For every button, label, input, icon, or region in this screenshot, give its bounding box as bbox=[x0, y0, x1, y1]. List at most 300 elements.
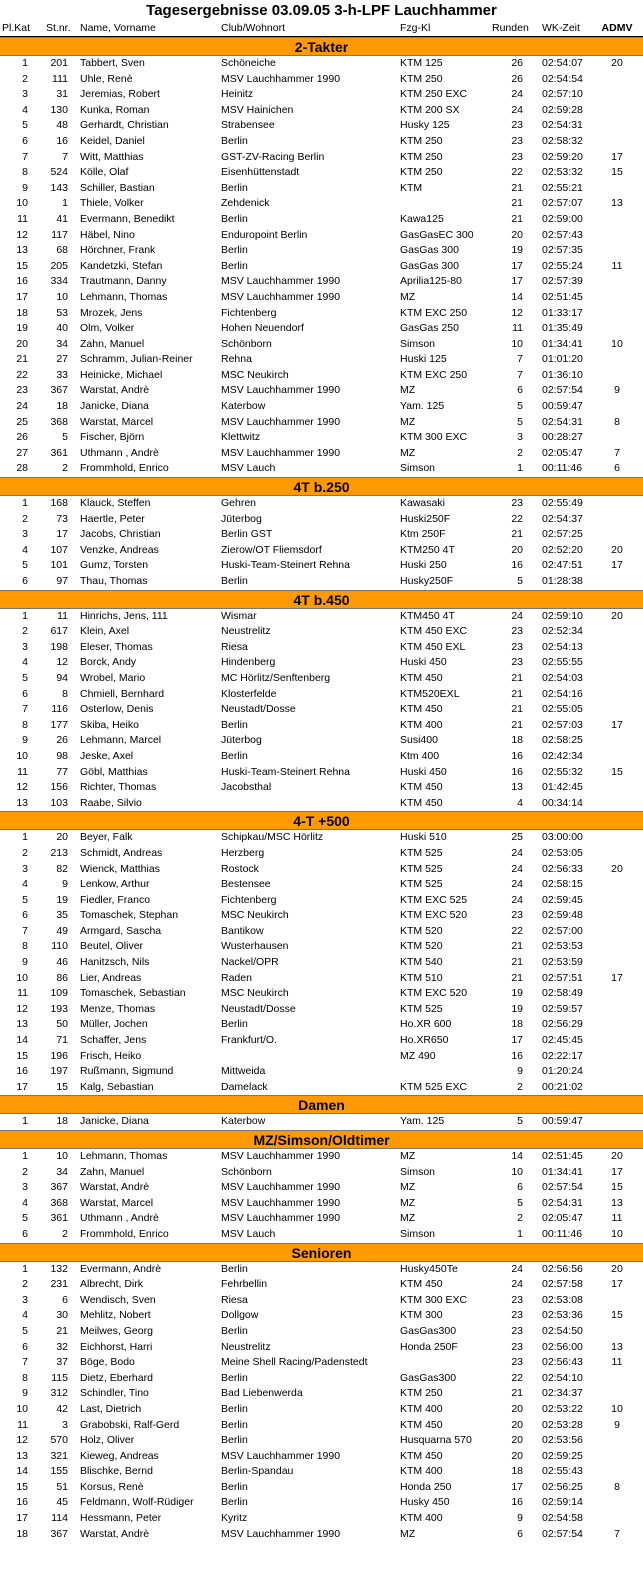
time-cell: 00:11:46 bbox=[542, 462, 583, 475]
start-number-cell: 10 bbox=[56, 290, 68, 303]
club-cell: Berlin bbox=[221, 244, 248, 257]
place-cell: 9 bbox=[22, 956, 28, 969]
name-cell: Schiller, Bastian bbox=[80, 181, 155, 194]
club-cell: Huski-Team-Steinert Rehna bbox=[221, 559, 350, 572]
vehicle-class-cell: Husky 450 bbox=[400, 1496, 450, 1509]
name-cell: Beutel, Oliver bbox=[80, 940, 144, 953]
name-cell: Trautmann, Danny bbox=[80, 275, 167, 288]
place-cell: 11 bbox=[17, 212, 28, 225]
place-cell: 8 bbox=[22, 166, 28, 179]
start-number-cell: 94 bbox=[56, 671, 68, 684]
start-number-cell: 109 bbox=[50, 987, 68, 1000]
vehicle-class-cell: Huski250F bbox=[400, 512, 451, 525]
place-cell: 1 bbox=[22, 1115, 28, 1128]
time-cell: 00:28:27 bbox=[542, 431, 583, 444]
laps-cell: 18 bbox=[511, 1018, 523, 1031]
time-cell: 02:53:05 bbox=[542, 846, 583, 859]
place-cell: 12 bbox=[16, 1434, 28, 1447]
admv-points-cell: 15 bbox=[611, 1181, 623, 1194]
club-cell: Schönborn bbox=[221, 337, 272, 350]
place-cell: 9 bbox=[22, 734, 28, 747]
time-cell: 02:55:49 bbox=[542, 497, 583, 510]
start-number-cell: 361 bbox=[50, 1212, 68, 1225]
table-row bbox=[0, 1114, 643, 1130]
club-cell: MSC Neukirch bbox=[221, 909, 289, 922]
name-cell: Richter, Thomas bbox=[80, 781, 157, 794]
club-cell: Berlin-Spandau bbox=[221, 1465, 294, 1478]
name-cell: Witt, Matthias bbox=[80, 150, 144, 163]
vehicle-class-cell: KTM 450 bbox=[400, 703, 443, 716]
name-cell: Skiba, Heiko bbox=[80, 718, 139, 731]
club-cell: MC Hörlitz/Senftenberg bbox=[221, 671, 331, 684]
name-cell: Eichhorst, Harri bbox=[80, 1340, 153, 1353]
name-cell: Wrobel, Mario bbox=[80, 671, 146, 684]
time-cell: 02:57:03 bbox=[542, 718, 583, 731]
start-number-cell: 368 bbox=[50, 415, 68, 428]
time-cell: 02:57:00 bbox=[542, 924, 583, 937]
club-cell: Zierow/OT Fliemsdorf bbox=[221, 543, 322, 556]
club-cell: MSV Lauch bbox=[221, 1227, 276, 1240]
table-row bbox=[0, 496, 643, 512]
table-row bbox=[0, 1017, 643, 1033]
club-cell: Hindenberg bbox=[221, 656, 276, 669]
table-row bbox=[0, 1277, 643, 1293]
start-number-cell: 17 bbox=[56, 528, 68, 541]
vehicle-class-cell: MZ bbox=[400, 1196, 416, 1209]
laps-cell: 23 bbox=[511, 1356, 523, 1369]
place-cell: 4 bbox=[22, 656, 28, 669]
start-number-cell: 97 bbox=[56, 575, 68, 587]
time-cell: 02:05:47 bbox=[542, 1212, 583, 1225]
place-cell: 12 bbox=[16, 1002, 28, 1015]
table-row bbox=[0, 1495, 643, 1511]
name-cell: Dietz, Eberhard bbox=[80, 1371, 153, 1384]
name-cell: Wienck, Matthias bbox=[80, 862, 160, 875]
table-row bbox=[0, 765, 643, 781]
table-row bbox=[0, 103, 643, 119]
place-cell: 13 bbox=[16, 1018, 28, 1031]
admv-points-cell: 17 bbox=[611, 150, 623, 163]
place-cell: 11 bbox=[17, 987, 28, 1000]
vehicle-class-cell: KTM 250 bbox=[400, 150, 443, 163]
table-row bbox=[0, 150, 643, 166]
table-row bbox=[0, 430, 643, 446]
start-number-cell: 37 bbox=[56, 1356, 68, 1369]
vehicle-class-cell: KTM 525 bbox=[400, 862, 443, 875]
start-number-cell: 18 bbox=[56, 1115, 68, 1128]
club-cell: Neustadt/Dosse bbox=[221, 703, 296, 716]
admv-points-cell: 15 bbox=[611, 166, 623, 179]
club-cell: Wusterhausen bbox=[221, 940, 289, 953]
laps-cell: 9 bbox=[517, 1512, 523, 1525]
time-cell: 02:52:20 bbox=[542, 543, 583, 556]
start-number-cell: 18 bbox=[56, 400, 68, 413]
time-cell: 02:53:22 bbox=[542, 1402, 583, 1415]
time-cell: 02:54:10 bbox=[542, 1371, 583, 1384]
admv-points-cell: 9 bbox=[614, 384, 620, 397]
start-number-cell: 130 bbox=[50, 103, 68, 116]
place-cell: 26 bbox=[16, 431, 28, 444]
place-cell: 4 bbox=[22, 1309, 28, 1322]
start-number-cell: 21 bbox=[56, 1324, 68, 1337]
table-row bbox=[0, 1511, 643, 1527]
vehicle-class-cell: KTM 400 bbox=[400, 1465, 443, 1478]
name-cell: Rußmann, Sigmund bbox=[80, 1065, 174, 1078]
table-row bbox=[0, 321, 643, 337]
admv-points-cell: 20 bbox=[611, 543, 623, 556]
start-number-cell: 570 bbox=[50, 1434, 68, 1447]
table-row bbox=[0, 609, 643, 625]
name-cell: Mehlitz, Nobert bbox=[80, 1309, 151, 1322]
club-cell: Klettwitz bbox=[221, 431, 261, 444]
vehicle-class-cell: KTM 450 bbox=[400, 671, 443, 684]
laps-cell: 23 bbox=[511, 1293, 523, 1306]
vehicle-class-cell: KTM 520 bbox=[400, 924, 443, 937]
place-cell: 25 bbox=[16, 415, 28, 428]
club-cell: Neustrelitz bbox=[221, 625, 271, 638]
table-row bbox=[0, 1464, 643, 1480]
vehicle-class-cell: KTM 450 bbox=[400, 781, 443, 794]
time-cell: 02:54:50 bbox=[542, 1324, 583, 1337]
place-cell: 18 bbox=[16, 306, 28, 319]
vehicle-class-cell: Kawasaki bbox=[400, 497, 445, 510]
laps-cell: 18 bbox=[511, 1465, 523, 1478]
vehicle-class-cell: KTM 250 bbox=[400, 1387, 443, 1400]
table-row bbox=[0, 212, 643, 228]
laps-cell: 7 bbox=[517, 368, 523, 381]
name-cell: Schmidt, Andreas bbox=[80, 846, 163, 859]
vehicle-class-cell: KTM EXC 250 bbox=[400, 368, 468, 381]
laps-cell: 17 bbox=[511, 1034, 523, 1047]
table-row bbox=[0, 352, 643, 368]
table-row bbox=[0, 893, 643, 909]
start-number-cell: 117 bbox=[51, 228, 68, 241]
laps-cell: 5 bbox=[517, 1196, 523, 1209]
laps-cell: 16 bbox=[511, 1049, 523, 1062]
start-number-cell: 361 bbox=[50, 446, 68, 459]
laps-cell: 10 bbox=[511, 337, 523, 350]
section-header: 2-Takter bbox=[0, 37, 643, 56]
table-row bbox=[0, 1371, 643, 1387]
vehicle-class-cell: MZ bbox=[400, 1150, 416, 1162]
laps-cell: 21 bbox=[511, 718, 523, 731]
name-cell: Kalg, Sebastian bbox=[80, 1080, 154, 1093]
club-cell: Meine Shell Racing/Padenstedt bbox=[221, 1356, 368, 1369]
place-cell: 13 bbox=[16, 796, 28, 809]
laps-cell: 3 bbox=[517, 431, 523, 444]
club-cell: MSV Lauchhammer 1990 bbox=[221, 384, 341, 397]
club-cell: Berlin bbox=[221, 1371, 248, 1384]
club-cell: Frankfurt/O. bbox=[221, 1034, 278, 1047]
place-cell: 1 bbox=[22, 497, 28, 510]
name-cell: Heinicke, Michael bbox=[80, 368, 163, 381]
vehicle-class-cell: MZ bbox=[400, 1181, 416, 1194]
table-row bbox=[0, 733, 643, 749]
time-cell: 02:58:15 bbox=[542, 878, 583, 891]
club-cell: Jüterbog bbox=[221, 734, 262, 747]
name-cell: Schaffer, Jens bbox=[80, 1034, 147, 1047]
laps-cell: 6 bbox=[517, 1181, 523, 1194]
laps-cell: 17 bbox=[511, 1480, 523, 1493]
laps-cell: 21 bbox=[511, 671, 523, 684]
vehicle-class-cell: Husky 125 bbox=[400, 119, 450, 132]
vehicle-class-cell: KTM450 4T bbox=[400, 609, 455, 622]
club-cell: Zehdenick bbox=[221, 197, 270, 210]
table-row bbox=[0, 56, 643, 72]
table-row bbox=[0, 1402, 643, 1418]
place-cell: 2 bbox=[22, 625, 28, 638]
club-cell: MSV Lauchhammer 1990 bbox=[221, 1196, 341, 1209]
place-cell: 3 bbox=[22, 88, 28, 101]
table-row bbox=[0, 1049, 643, 1065]
place-cell: 17 bbox=[16, 1512, 28, 1525]
place-cell: 5 bbox=[22, 1324, 28, 1337]
start-number-cell: 40 bbox=[56, 322, 68, 335]
start-number-cell: 71 bbox=[56, 1034, 68, 1047]
name-cell: Jeske, Axel bbox=[80, 749, 134, 762]
laps-cell: 20 bbox=[511, 228, 523, 241]
table-row bbox=[0, 1418, 643, 1434]
start-number-cell: 201 bbox=[50, 57, 68, 69]
time-cell: 02:54:37 bbox=[542, 512, 583, 525]
laps-cell: 22 bbox=[511, 512, 523, 525]
time-cell: 02:53:28 bbox=[542, 1418, 583, 1431]
time-cell: 02:56:29 bbox=[542, 1018, 583, 1031]
vehicle-class-cell: KTM 300 EXC bbox=[400, 1293, 468, 1306]
place-cell: 21 bbox=[16, 353, 28, 366]
results-table bbox=[0, 37, 643, 1542]
start-number-cell: 6 bbox=[62, 1293, 68, 1306]
page-title: Tagesergebnisse 03.09.05 3-h-LPF Lauchhammer bbox=[146, 2, 497, 19]
start-number-cell: 5 bbox=[62, 431, 68, 444]
place-cell: 12 bbox=[16, 781, 28, 794]
laps-cell: 23 bbox=[511, 134, 523, 147]
laps-cell: 21 bbox=[511, 197, 523, 210]
laps-cell: 6 bbox=[517, 384, 523, 397]
start-number-cell: 77 bbox=[56, 765, 68, 778]
time-cell: 00:11:46 bbox=[542, 1227, 583, 1240]
admv-points-cell: 20 bbox=[611, 609, 623, 622]
name-cell: Beyer, Falk bbox=[80, 831, 133, 844]
place-cell: 15 bbox=[16, 1480, 28, 1493]
place-cell: 3 bbox=[22, 640, 28, 653]
start-number-cell: 3 bbox=[62, 1418, 68, 1431]
name-cell: Albrecht, Dirk bbox=[80, 1278, 144, 1291]
club-cell: MSV Lauchhammer 1990 bbox=[221, 1449, 341, 1462]
vehicle-class-cell: KTM 525 bbox=[400, 846, 443, 859]
start-number-cell: 114 bbox=[51, 1512, 68, 1525]
name-cell: Keidel, Daniel bbox=[80, 134, 145, 147]
club-cell: MSV Lauchhammer 1990 bbox=[221, 275, 341, 288]
table-row bbox=[0, 1033, 643, 1049]
name-cell: Warstat, Marcel bbox=[80, 1196, 154, 1209]
place-cell: 6 bbox=[22, 687, 28, 700]
time-cell: 02:53:59 bbox=[542, 956, 583, 969]
start-number-cell: 33 bbox=[56, 368, 68, 381]
start-number-cell: 110 bbox=[51, 940, 68, 953]
vehicle-class-cell: Huski 450 bbox=[400, 765, 447, 778]
laps-cell: 21 bbox=[511, 940, 523, 953]
laps-cell: 26 bbox=[511, 57, 523, 69]
place-cell: 8 bbox=[22, 718, 28, 731]
vehicle-class-cell: Yam. 125 bbox=[400, 1115, 445, 1128]
name-cell: Lier, Andreas bbox=[80, 971, 142, 984]
name-cell: Klein, Axel bbox=[80, 625, 130, 638]
start-number-cell: 41 bbox=[56, 212, 68, 225]
admv-points-cell: 10 bbox=[611, 1402, 623, 1415]
name-cell: Wendisch, Sven bbox=[80, 1293, 156, 1306]
club-cell: Berlin bbox=[221, 259, 248, 272]
start-number-cell: 51 bbox=[56, 1480, 68, 1493]
vehicle-class-cell: Ho.XR650 bbox=[400, 1034, 449, 1047]
club-cell: Berlin bbox=[221, 1480, 248, 1493]
time-cell: 02:59:25 bbox=[542, 1449, 583, 1462]
start-number-cell: 198 bbox=[50, 640, 68, 653]
time-cell: 02:55:05 bbox=[542, 703, 583, 716]
start-number-cell: 27 bbox=[56, 353, 68, 366]
place-cell: 2 bbox=[22, 1278, 28, 1291]
vehicle-class-cell: Husky450Te bbox=[400, 1262, 458, 1275]
time-cell: 02:52:34 bbox=[542, 625, 583, 638]
club-cell: Enduropoint Berlin bbox=[221, 228, 308, 241]
admv-points-cell: 11 bbox=[611, 1212, 623, 1225]
name-cell: Lehmann, Marcel bbox=[80, 734, 162, 747]
name-cell: Haertle, Peter bbox=[80, 512, 145, 525]
table-row bbox=[0, 624, 643, 640]
table-row bbox=[0, 1149, 643, 1165]
place-cell: 6 bbox=[22, 1227, 28, 1240]
laps-cell: 23 bbox=[511, 497, 523, 510]
time-cell: 02:54:13 bbox=[542, 640, 583, 653]
laps-cell: 2 bbox=[517, 1212, 523, 1225]
laps-cell: 25 bbox=[511, 831, 523, 844]
time-cell: 02:56:25 bbox=[542, 1480, 583, 1493]
table-row bbox=[0, 1480, 643, 1496]
place-cell: 15 bbox=[16, 1049, 28, 1062]
name-cell: Hörchner, Frank bbox=[80, 244, 156, 257]
laps-cell: 18 bbox=[511, 734, 523, 747]
club-cell: MSV Lauchhammer 1990 bbox=[221, 415, 341, 428]
time-cell: 02:56:00 bbox=[542, 1340, 583, 1353]
start-number-cell: 367 bbox=[50, 1181, 68, 1194]
place-cell: 14 bbox=[16, 1034, 28, 1047]
vehicle-class-cell: GasGasEC 300 bbox=[400, 228, 474, 241]
table-row bbox=[0, 955, 643, 971]
admv-points-cell: 20 bbox=[611, 862, 623, 875]
time-cell: 02:51:45 bbox=[542, 1150, 583, 1162]
place-cell: 4 bbox=[22, 103, 28, 116]
vehicle-class-cell: MZ bbox=[400, 290, 416, 303]
time-cell: 02:55:21 bbox=[542, 181, 583, 194]
place-cell: 10 bbox=[16, 1402, 28, 1415]
name-cell: Borck, Andy bbox=[80, 656, 137, 669]
admv-points-cell: 9 bbox=[614, 1418, 620, 1431]
club-cell: Huski-Team-Steinert Rehna bbox=[221, 765, 350, 778]
time-cell: 02:59:20 bbox=[542, 150, 583, 163]
table-row bbox=[0, 687, 643, 703]
vehicle-class-cell: MZ bbox=[400, 1527, 416, 1540]
time-cell: 02:34:37 bbox=[542, 1387, 583, 1400]
time-cell: 02:45:45 bbox=[542, 1034, 583, 1047]
start-number-cell: 143 bbox=[50, 181, 68, 194]
name-cell: Kölle, Olaf bbox=[80, 166, 129, 179]
table-row bbox=[0, 846, 643, 862]
vehicle-class-cell: Ktm 250F bbox=[400, 528, 446, 541]
club-cell: Klosterfelde bbox=[221, 687, 277, 700]
section-header: 4T b.250 bbox=[0, 477, 643, 496]
laps-cell: 5 bbox=[517, 400, 523, 413]
time-cell: 02:55:32 bbox=[542, 765, 583, 778]
place-cell: 5 bbox=[22, 1212, 28, 1225]
time-cell: 01:01:20 bbox=[542, 353, 583, 366]
start-number-cell: 50 bbox=[56, 1018, 68, 1031]
club-cell: Gehren bbox=[221, 497, 257, 510]
vehicle-class-cell: MZ bbox=[400, 415, 416, 428]
place-cell: 20 bbox=[16, 337, 28, 350]
time-cell: 02:57:07 bbox=[542, 197, 583, 210]
club-cell: MSV Hainichen bbox=[221, 103, 294, 116]
place-cell: 6 bbox=[22, 575, 28, 587]
place-cell: 1 bbox=[22, 609, 28, 622]
club-cell: Fichtenberg bbox=[221, 306, 277, 319]
table-row bbox=[0, 1355, 643, 1371]
name-cell: Eleser, Thomas bbox=[80, 640, 153, 653]
place-cell: 23 bbox=[16, 384, 28, 397]
table-row bbox=[0, 306, 643, 322]
laps-cell: 21 bbox=[511, 956, 523, 969]
laps-cell: 4 bbox=[517, 796, 523, 809]
vehicle-class-cell: MZ 490 bbox=[400, 1049, 436, 1062]
admv-points-cell: 8 bbox=[614, 415, 620, 428]
table-row bbox=[0, 228, 643, 244]
admv-points-cell: 17 bbox=[611, 1165, 623, 1178]
time-cell: 02:51:45 bbox=[542, 290, 583, 303]
name-cell: Thau, Thomas bbox=[80, 575, 148, 587]
time-cell: 02:47:51 bbox=[542, 559, 583, 572]
laps-cell: 24 bbox=[511, 862, 523, 875]
club-cell: Rehna bbox=[221, 353, 252, 366]
time-cell: 02:59:14 bbox=[542, 1496, 583, 1509]
table-row bbox=[0, 718, 643, 734]
start-number-cell: 42 bbox=[56, 1402, 68, 1415]
start-number-cell: 7 bbox=[62, 150, 68, 163]
start-number-cell: 101 bbox=[50, 559, 68, 572]
vehicle-class-cell: MZ bbox=[400, 446, 416, 459]
start-number-cell: 2 bbox=[62, 1227, 68, 1240]
name-cell: Warstat, Andrè bbox=[80, 384, 150, 397]
name-cell: Tomaschek, Sebastian bbox=[80, 987, 186, 1000]
table-row bbox=[0, 1433, 643, 1449]
table-row bbox=[0, 655, 643, 671]
name-cell: Raabe, Silvio bbox=[80, 796, 142, 809]
name-cell: Göbl, Matthias bbox=[80, 765, 148, 778]
name-cell: Hinrichs, Jens, 111 bbox=[80, 609, 168, 622]
vehicle-class-cell: GasGas 250 bbox=[400, 322, 459, 335]
laps-cell: 19 bbox=[511, 1002, 523, 1015]
vehicle-class-cell: Huski 250 bbox=[400, 559, 447, 572]
table-row bbox=[0, 1293, 643, 1309]
table-row bbox=[0, 1002, 643, 1018]
vehicle-class-cell: GasGas 300 bbox=[400, 244, 459, 257]
vehicle-class-cell: Aprilia125-80 bbox=[400, 275, 462, 288]
laps-cell: 5 bbox=[517, 1115, 523, 1128]
table-row bbox=[0, 134, 643, 150]
club-cell: Damelack bbox=[221, 1080, 268, 1093]
club-cell: Berlin bbox=[221, 575, 248, 587]
club-cell: Bad Liebenwerda bbox=[221, 1387, 303, 1400]
place-cell: 3 bbox=[22, 1293, 28, 1306]
name-cell: Hessmann, Peter bbox=[80, 1512, 162, 1525]
